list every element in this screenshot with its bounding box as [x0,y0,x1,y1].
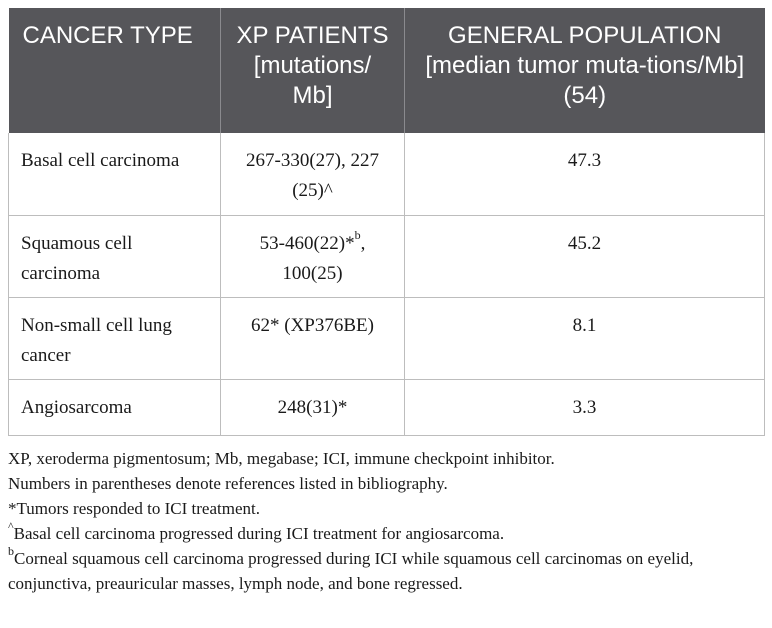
cell-general-value: 3.3 [405,379,765,435]
cell-xp-value [221,133,405,215]
footnote-mark: b [354,228,361,243]
cell-cancer-type: Angiosarcoma [9,379,221,435]
cell-xp-value: 248(31)* [221,379,405,435]
cell-general-value: 47.3 [405,133,765,215]
table-row [9,215,765,297]
xp-value-text: 267-330(27), 227 (25) [246,150,379,201]
header-row [9,8,765,133]
data-table [8,8,765,436]
footnote-mark: ^ [323,180,333,201]
cell-xp-value: 62* (XP376BE) [221,297,405,379]
footnote-abbreviations: XP, xeroderma pigmentosum; Mb, megabase; ICI, immune checkpoint inhibitor. [8,448,555,468]
cell-cancer-type: Basal cell carcinoma [9,133,221,215]
table-row [9,379,765,435]
table-row [9,133,765,215]
footnote-b-text: Corneal squamous cell carcinoma progressed during ICI while squamous cell carcinomas on eyelid, conjunctiva, preauricular masses, lymph node, and bone regressed. [8,548,694,593]
footnote-asterisk: *Tumors responded to ICI treatment. [8,498,260,518]
footnote-mark: ^ [8,518,14,533]
table-footnotes [8,446,764,596]
table-row [9,297,765,379]
header-general-population: GENERAL POPULATION [median tumor muta-tions/Mb](54) [405,8,765,133]
footnote-mark: b [8,543,14,558]
header-cancer-type: CANCER TYPE [9,8,221,133]
table-figure [8,8,764,596]
cell-cancer-type: Squamous cell carcinoma [9,215,221,297]
footnote-parentheses: Numbers in parentheses denote references listed in bibliography. [8,473,448,493]
cell-xp-value [221,215,405,297]
footnote-b [8,543,764,596]
cell-general-value: 45.2 [405,215,765,297]
header-xp-patients: XP PATIENTS [mutations/ Mb] [221,8,405,133]
footnote-caret [8,518,764,546]
xp-value-text-continued: , 100(25) [282,232,366,284]
cell-cancer-type: Non-small cell lung cancer [9,297,221,379]
footnote-caret-text: Basal cell carcinoma progressed during ICI treatment for angiosarcoma. [13,523,505,543]
xp-value-text: 53-460(22)* [259,232,355,254]
cell-general-value: 8.1 [405,297,765,379]
